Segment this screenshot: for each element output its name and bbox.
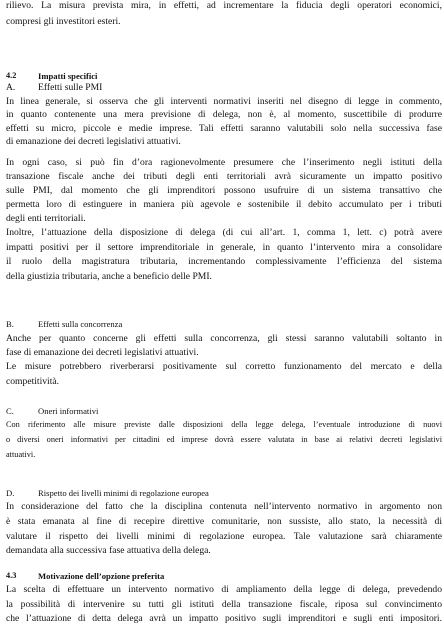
c-line-3: attuativi.	[6, 450, 36, 459]
a-line-7: sulle PMI, dal momento che gli imprenditori possono usufruire di un sistema transattivo che	[6, 185, 442, 196]
intro-line-1: rilievo. La misura prevista mira, in effetti, ad incrementare la fiducia degli operatori economici,	[6, 0, 442, 11]
section-4-2-title: Impatti specifici	[38, 71, 98, 81]
b-line-4: competitività.	[6, 376, 60, 387]
sub-a-title: Effetti sulle PMI	[38, 82, 103, 93]
section-4-3-number: 4.3	[6, 571, 17, 580]
a-line-4: di emanazione dei decreti legislativi attuativi.	[6, 136, 181, 147]
d-line-1: In considerazione del fatto che la disciplina contenuta nell’intervento normativo in argomento non	[6, 501, 442, 512]
sub-a-letter: A.	[6, 82, 16, 93]
c-line-1: Con riferimento alle misure previste dalle disposizioni della legge delega, l’eventuale introduzione di nuovi	[6, 420, 442, 429]
intro-line-2: compresi gli investitori esteri.	[6, 16, 121, 27]
d-line-3: valutare il rispetto dei livelli minimi di regolazione europea. Tale valutazione sarà chiaramente	[6, 531, 442, 542]
a-line-3: effetti su micro, piccole e medie imprese. Tali effetti saranno valutabili solo nella successiva fase	[6, 123, 442, 134]
section-b-letter: B.	[6, 319, 14, 329]
d-line-4: demandata alla successiva fase attuativa della delega.	[6, 545, 211, 556]
section-4-2-number: 4.2	[6, 71, 17, 80]
c-line-2: o diversi oneri informativi per cittadini ed imprese dovrà essere valutata in base ai relativi decreti legislativi	[6, 435, 442, 444]
a-line-8: permetta loro di estinguere in maniera più agevole e sostenibile il debito accumulato per i tributi	[6, 199, 442, 210]
section-d-title: Rispetto dei livelli minimi di regolazione europea	[38, 488, 209, 498]
a-line-2: in quanto contenente una mera previsione di delega, non è, al momento, suscettibile di produrre	[6, 109, 442, 120]
section-c-title: Oneri informativi	[38, 406, 99, 416]
b-line-3: Le misure potrebbero riverberarsi positivamente sul corretto funzionamento del mercato e della	[6, 361, 442, 372]
section-c-letter: C.	[6, 406, 14, 416]
b-line-2: fase di emanazione dei decreti legislativi attuativi.	[6, 347, 199, 358]
section-d-letter: D.	[6, 488, 15, 498]
d-line-2: è stata emanata al fine di recepire direttive comunitarie, non sussiste, allo stato, la necessità di	[6, 516, 442, 527]
b-line-1: Anche per quanto concerne gli effetti sulla concorrenza, gli stessi saranno valutabili soltanto in	[6, 333, 442, 344]
e-line-1: La scelta di effettuare un intervento normativo di ampliamento della legge di delega, prevedendo	[6, 584, 442, 595]
a-line-5: In ogni caso, si può fin d’ora ragionevolmente presumere che l’inserimento negli istituti della	[6, 157, 442, 168]
a-line-10: Inoltre, l’attuazione della disposizione di delega (di cui all’art. 1, comma 1, lett. c) potrà avere	[6, 227, 442, 238]
section-4-3-title: Motivazione dell’opzione preferita	[38, 571, 165, 581]
a-line-13: della giustizia tributaria, anche a beneficio delle PMI.	[6, 271, 212, 282]
e-line-3: che l’attuazione di detta delega avrà un impatto positivo sugli imprenditori e sugli enti impositori.	[6, 613, 442, 624]
a-line-12: il ruolo della magistratura tributaria, incrementando complessivamente l’efficienza del sistema	[6, 256, 442, 267]
e-line-2: la possibilità di intervenire su tutti gli istituti della transazione fiscale, riposa sul convincimento	[6, 599, 442, 610]
a-line-6: transazione fiscale anche dei tributi degli enti territoriali avrà sicuramente un impatto positivo	[6, 171, 442, 182]
a-line-11: impatti positivi per il settore imprenditoriale in generale, in quanto l’intervento mira a consolidare	[6, 242, 442, 253]
a-line-9: degli enti territoriali.	[6, 213, 86, 224]
section-b-title: Effetti sulla concorrenza	[38, 319, 123, 329]
a-line-1: In linea generale, si osserva che gli interventi normativi inseriti nel disegno di legge in commento,	[6, 96, 442, 107]
